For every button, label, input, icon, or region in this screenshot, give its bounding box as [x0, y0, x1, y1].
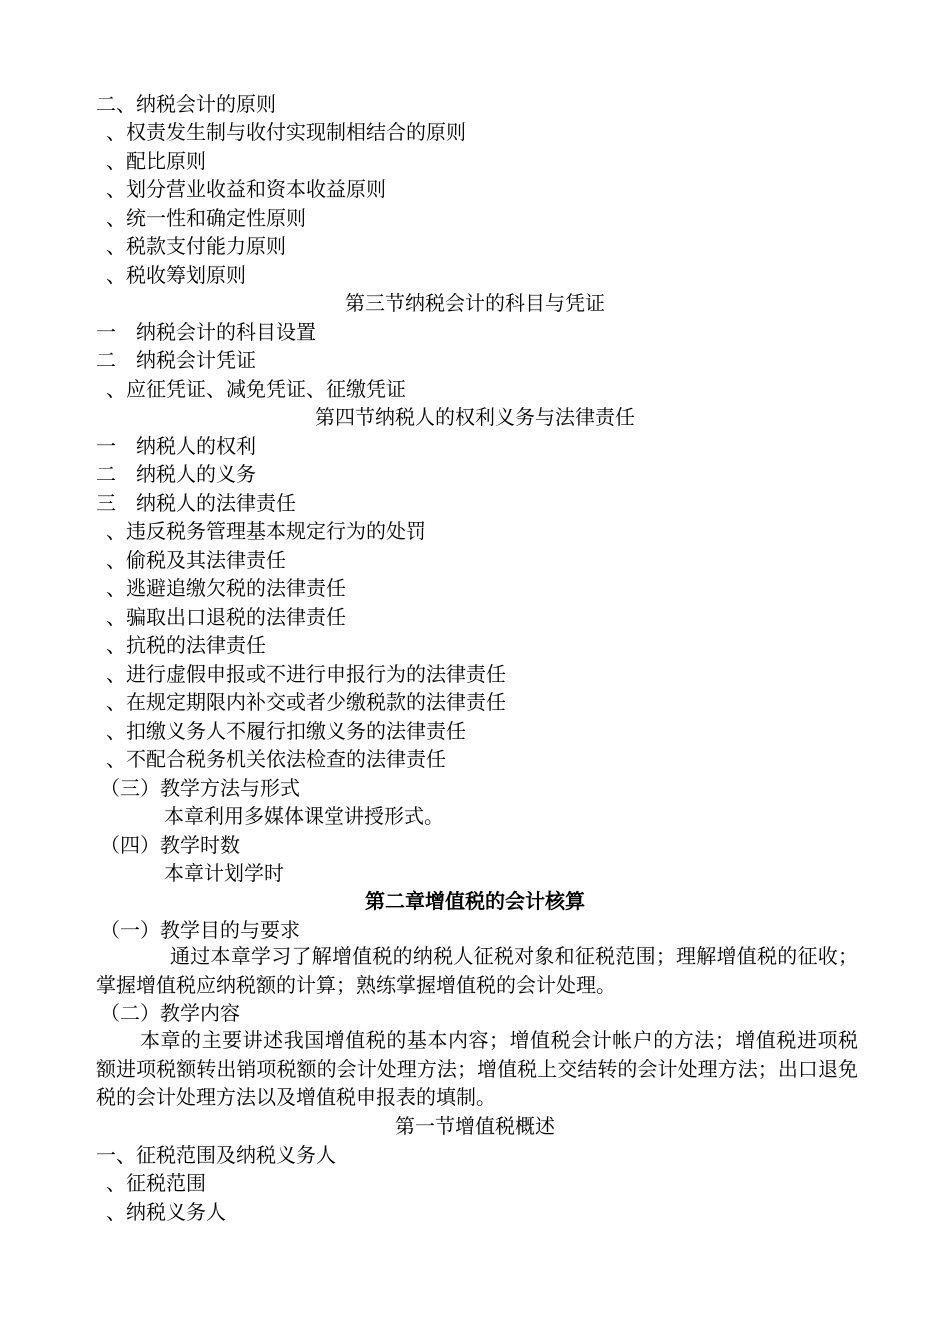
list-item: 、在规定期限内补交或者少缴税款的法律责任	[106, 690, 506, 714]
content-heading: （二）教学内容	[100, 1001, 240, 1025]
section3-title: 第三节纳税会计的科目与凭证	[345, 291, 605, 315]
list-item: 、税收筹划原则	[106, 263, 246, 287]
list-item: 、扣缴义务人不履行扣缴义务的法律责任	[106, 719, 466, 743]
list-item: 、应征凭证、减免凭证、征缴凭证	[106, 377, 406, 401]
list-item: 一 纳税人的权利	[96, 434, 256, 458]
teaching-method-text: 本章利用多媒体课堂讲授形式。	[164, 804, 444, 828]
list-item: 、进行虚假申报或不进行申报行为的法律责任	[106, 662, 506, 686]
content-paragraph: 本章的主要讲述我国增值税的基本内容；增值税会计帐户的方法；增值税进项税额进项税额转出销项税额的会计处理方法；增值税上交结转的会计处理方法；出口退免税的会计处理方法以及增值税申报表的填制。	[96, 1028, 858, 1109]
list-item: 、骗取出口退税的法律责任	[106, 605, 346, 629]
goal-paragraph: 通过本章学习了解增值税的纳税人征税对象和征税范围；理解增值税的征收；掌握增值税应纳税额的计算；熟练掌握增值税的会计处理。	[96, 944, 858, 997]
teaching-hours-text: 本章计划学时	[164, 861, 284, 885]
list-item: 、征税范围	[106, 1171, 206, 1195]
list-item: 、不配合税务机关依法检查的法律责任	[106, 747, 446, 771]
list-item: 、税款支付能力原则	[106, 234, 286, 258]
list-item: 二 纳税人的义务	[96, 462, 256, 486]
list-item: 一 纳税会计的科目设置	[96, 320, 316, 344]
list-item: 二 纳税会计凭证	[96, 348, 256, 372]
section1-title: 第一节增值税概述	[395, 1114, 555, 1138]
list-item: 、划分营业收益和资本收益原则	[106, 177, 386, 201]
teaching-hours-heading: （四）教学时数	[100, 833, 240, 857]
list-item: 一、征税范围及纳税义务人	[96, 1143, 336, 1167]
list-item: 三 纳税人的法律责任	[96, 491, 296, 515]
list-item: 、配比原则	[106, 149, 206, 173]
section4-title: 第四节纳税人的权利义务与法律责任	[315, 405, 635, 429]
principles-heading: 二、纳税会计的原则	[96, 92, 276, 116]
list-item: 、违反税务管理基本规定行为的处罚	[106, 519, 426, 543]
list-item: 、偷税及其法律责任	[106, 548, 286, 572]
goal-heading: （一）教学目的与要求	[100, 918, 300, 942]
list-item: 、统一性和确定性原则	[106, 206, 306, 230]
list-item: 、纳税义务人	[106, 1200, 226, 1224]
list-item: 、逃避追缴欠税的法律责任	[106, 576, 346, 600]
list-item: 、权责发生制与收付实现制相结合的原则	[106, 120, 466, 144]
teaching-method-heading: （三）教学方法与形式	[100, 776, 300, 800]
chapter2-title: 第二章增值税的会计核算	[365, 889, 585, 913]
list-item: 、抗税的法律责任	[106, 633, 266, 657]
